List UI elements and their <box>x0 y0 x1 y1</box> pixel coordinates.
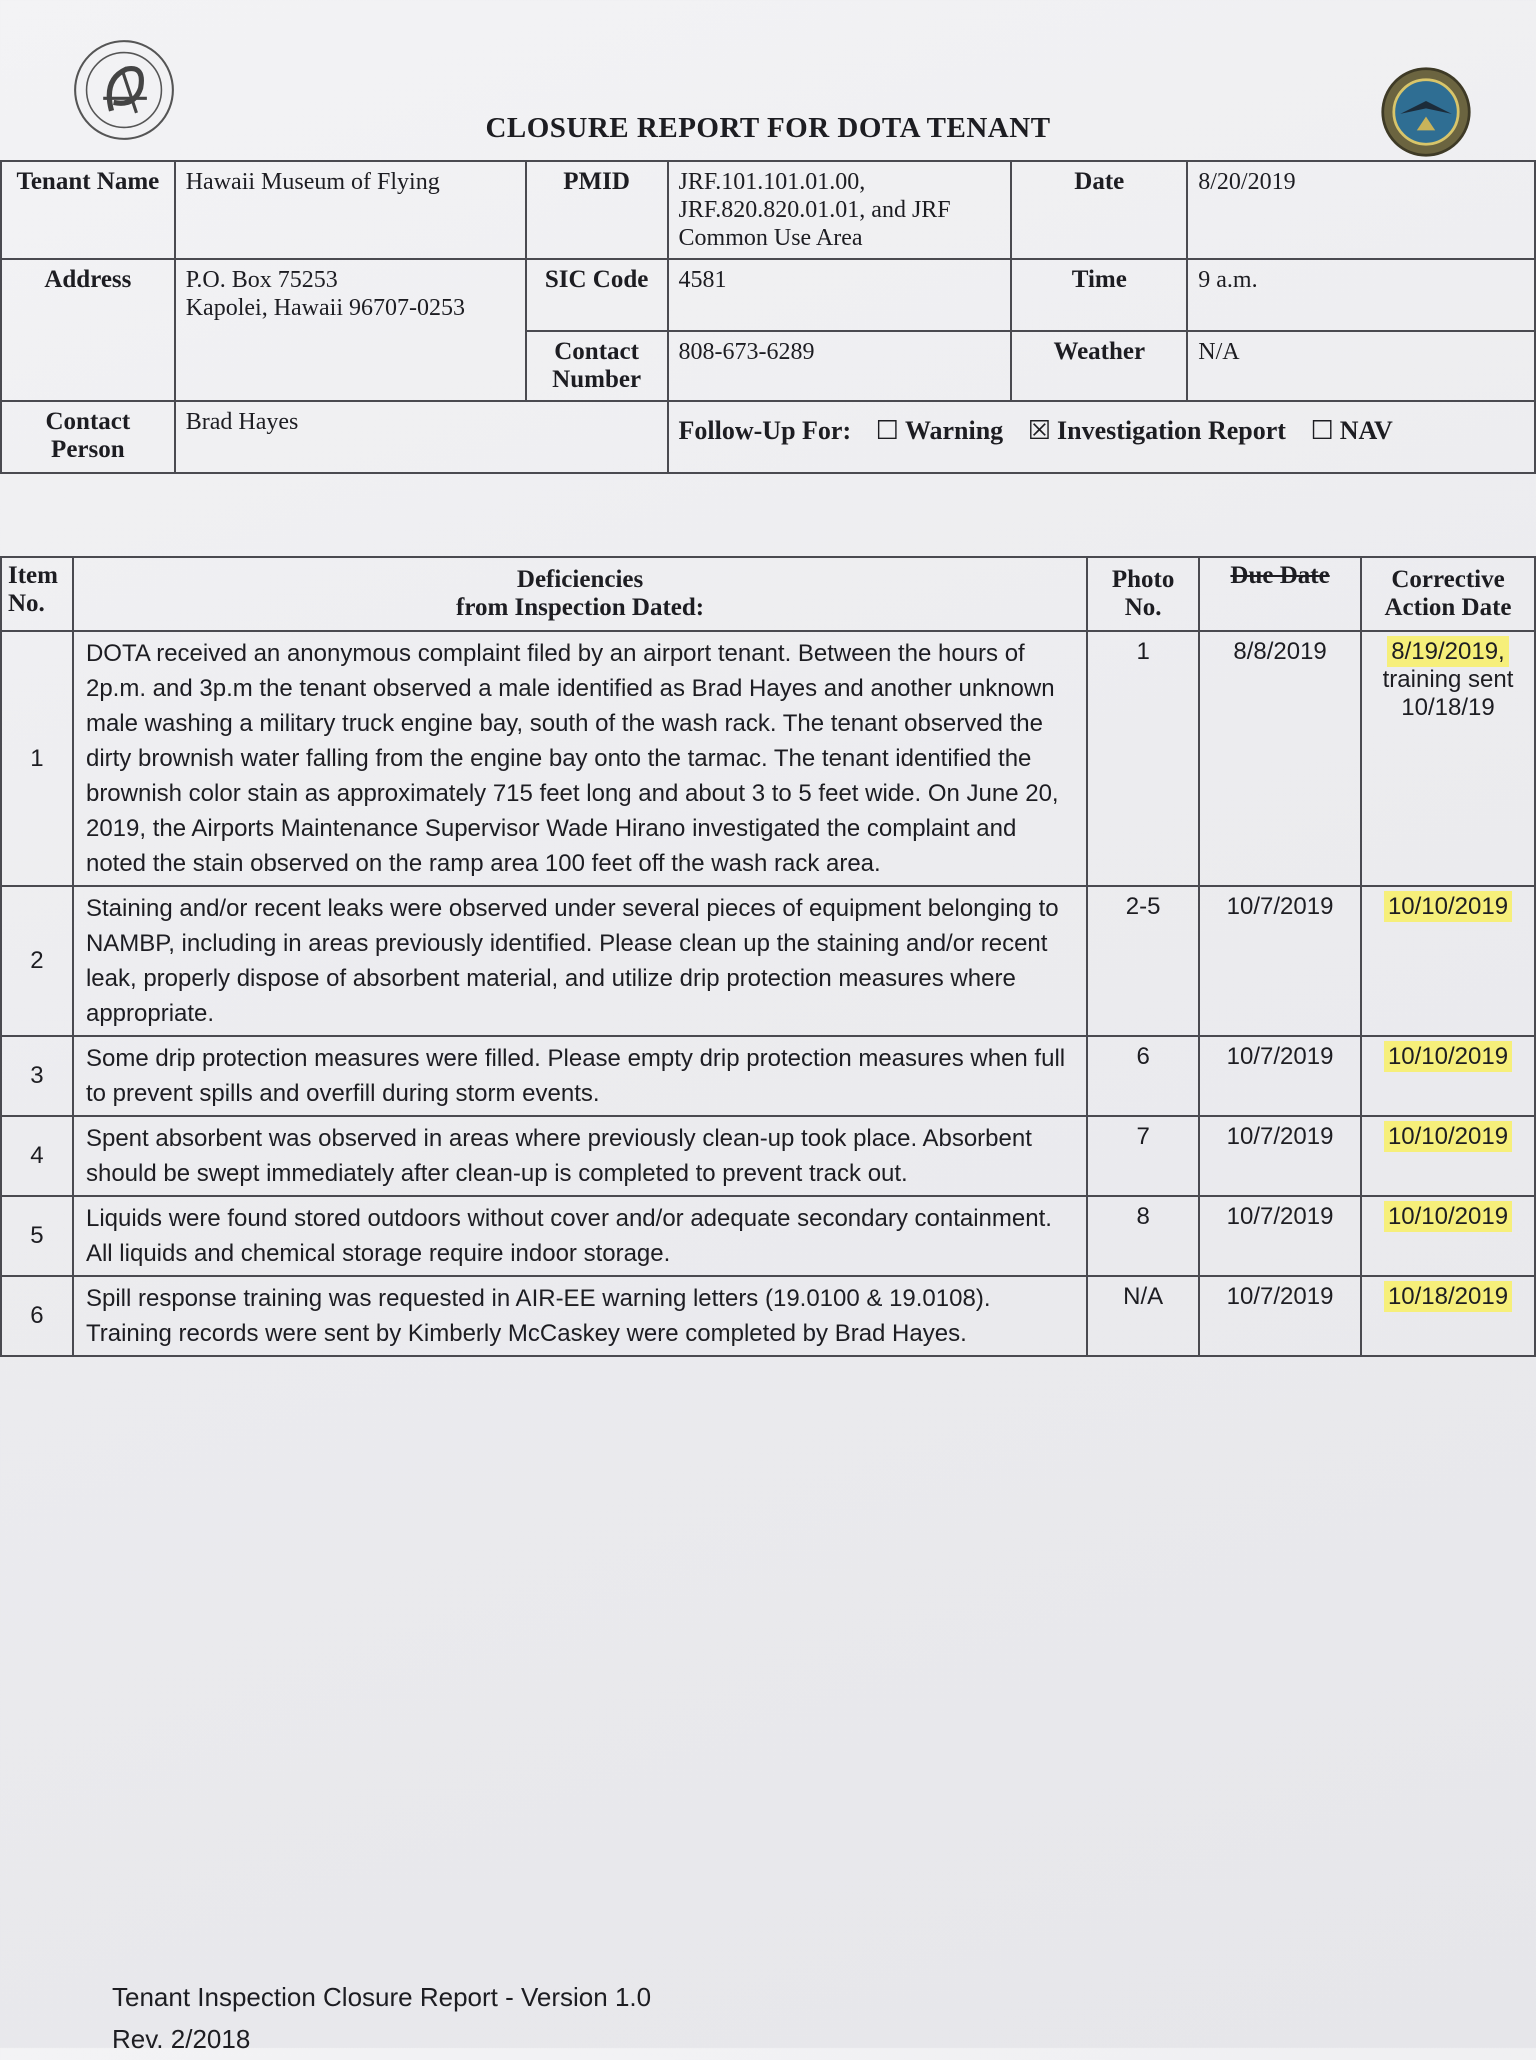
deficiencies-table <box>0 556 1536 1357</box>
footer-version: Tenant Inspection Closure Report - Version 1.0 <box>112 1982 652 2012</box>
item-no-header: Item No. <box>1 557 73 631</box>
due-date: 10/7/2019 <box>1199 1196 1361 1276</box>
warning-option-label: Warning <box>904 416 1004 445</box>
deficiency-description: Liquids were found stored outdoors without cover and/or adequate secondary containment. All liquids and chemical storage require indoor storage. <box>73 1196 1087 1276</box>
table-row <box>1 1276 1535 1356</box>
header-info-table <box>0 160 1536 474</box>
corrective-action-date-value: 10/10/2019 <box>1384 891 1512 922</box>
weather-value: N/A <box>1187 331 1535 401</box>
contact-number-label: Contact Number <box>526 331 668 401</box>
corrective-action-date-value: 10/10/2019 <box>1384 1201 1512 1232</box>
due-date: 10/7/2019 <box>1199 886 1361 1036</box>
address-line-2: Kapolei, Hawaii 96707-0253 <box>185 295 465 321</box>
time-value: 9 a.m. <box>1187 259 1535 331</box>
photo-number: 6 <box>1087 1036 1199 1116</box>
due-date-header <box>1199 557 1361 631</box>
time-label: Time <box>1011 259 1187 331</box>
deficiencies-header-line-2: from Inspection Dated: <box>456 594 705 621</box>
contact-person-label: Contact Person <box>1 401 175 473</box>
corrective-action-note: training sent 10/18/19 <box>1382 666 1514 721</box>
deficiencies-header-line-1: Deficiencies <box>516 566 644 593</box>
address-value <box>175 259 526 401</box>
corrective-action-date <box>1361 1116 1535 1196</box>
deficiency-description: DOTA received an anonymous complaint filed by an airport tenant. Between the hours of 2p.m. and 3p.m the tenant observed a male identified as Brad Hayes and another unknown male washing a military truck engine bay, south of the wash rack. The tenant observed the dirty brownish water falling from the engine bay onto the tarmac. The tenant identified the brownish color stain as approximately 715 feet long and about 3 to 5 feet wide. On June 20, 2019, the Airports Maintenance Supervisor Wade Hirano investigated the complaint and noted the stain observed on the ramp area 100 feet off the wash rack area. <box>73 631 1087 886</box>
photo-number: N/A <box>1087 1276 1199 1356</box>
deficiency-description: Spent absorbent was observed in areas where previously clean-up took place. Absorbent should be swept immediately after clean-up is completed to prevent track out. <box>73 1116 1087 1196</box>
date-value: 8/20/2019 <box>1187 161 1535 259</box>
item-number: 4 <box>1 1116 73 1196</box>
corrective-action-date <box>1361 1276 1535 1356</box>
tenant-name-label: Tenant Name <box>1 161 175 259</box>
deficiency-description: Some drip protection measures were filled. Please empty drip protection measures when full to prevent spills and overfill during storm events. <box>73 1036 1087 1116</box>
photo-no-header: Photo No. <box>1087 557 1199 631</box>
corrective-action-date-value: 8/19/2019, <box>1387 636 1508 667</box>
investigation-report-option-label: Investigation Report <box>1057 416 1286 445</box>
photo-number: 8 <box>1087 1196 1199 1276</box>
sic-code-value: 4581 <box>668 259 1012 331</box>
deficiency-description: Staining and/or recent leaks were observed under several pieces of equipment belonging to NAMBP, including in areas previously identified. Please clean up the staining and/or recent leak, properly dispose of absorbent material, and utilize drip protection measures where appropriate. <box>73 886 1087 1036</box>
weather-label: Weather <box>1011 331 1187 401</box>
table-row <box>1 631 1535 886</box>
photo-number: 1 <box>1087 631 1199 886</box>
warning-checkbox-icon: ☐ <box>875 416 899 445</box>
date-label: Date <box>1011 161 1187 259</box>
contact-number-value: 808-673-6289 <box>668 331 1012 401</box>
nav-checkbox-icon: ☐ <box>1310 416 1334 445</box>
footer <box>112 1976 651 2060</box>
item-number: 6 <box>1 1276 73 1356</box>
corrective-action-date <box>1361 886 1535 1036</box>
investigation-report-checkbox-icon: ☒ <box>1027 416 1051 445</box>
address-line-1: P.O. Box 75253 <box>185 267 338 293</box>
due-date-header-text: Due Date <box>1230 562 1330 589</box>
sic-code-label: SIC Code <box>526 259 668 331</box>
item-number: 3 <box>1 1036 73 1116</box>
table-row <box>1 1196 1535 1276</box>
nav-option-label: NAV <box>1339 416 1393 445</box>
due-date: 10/7/2019 <box>1199 1276 1361 1356</box>
due-date: 10/7/2019 <box>1199 1116 1361 1196</box>
corrective-action-date-header: Corrective Action Date <box>1361 557 1535 631</box>
table-row <box>1 886 1535 1036</box>
table-header-row <box>1 557 1535 631</box>
corrective-action-date-value: 10/18/2019 <box>1384 1281 1512 1312</box>
follow-up-label: Follow-Up For: <box>678 416 852 445</box>
due-date: 8/8/2019 <box>1199 631 1361 886</box>
table-row <box>1 1036 1535 1116</box>
footer-revision: Rev. 2/2018 <box>112 2024 251 2054</box>
pmid-label: PMID <box>526 161 668 259</box>
page-title: CLOSURE REPORT FOR DOTA TENANT <box>485 112 1051 144</box>
pmid-value: JRF.101.101.01.00, JRF.820.820.01.01, and JRF Common Use Area <box>668 161 1012 259</box>
corrective-action-date <box>1361 631 1535 886</box>
tenant-name-value: Hawaii Museum of Flying <box>175 161 526 259</box>
photo-number: 2-5 <box>1087 886 1199 1036</box>
due-date: 10/7/2019 <box>1199 1036 1361 1116</box>
deficiency-description: Spill response training was requested in AIR-EE warning letters (19.0100 & 19.0108). Training records were sent by Kimberly McCaskey were completed by Brad Hayes. <box>73 1276 1087 1356</box>
item-number: 1 <box>1 631 73 886</box>
contact-person-value: Brad Hayes <box>175 401 668 473</box>
follow-up-section <box>668 401 1535 473</box>
corrective-action-date <box>1361 1196 1535 1276</box>
corrective-action-date <box>1361 1036 1535 1116</box>
photo-number: 7 <box>1087 1116 1199 1196</box>
address-label: Address <box>1 259 175 401</box>
item-number: 2 <box>1 886 73 1036</box>
corrective-action-date-value: 10/10/2019 <box>1384 1121 1512 1152</box>
deficiencies-header <box>73 557 1087 631</box>
corrective-action-date-value: 10/10/2019 <box>1384 1041 1512 1072</box>
item-number: 5 <box>1 1196 73 1276</box>
table-row <box>1 1116 1535 1196</box>
